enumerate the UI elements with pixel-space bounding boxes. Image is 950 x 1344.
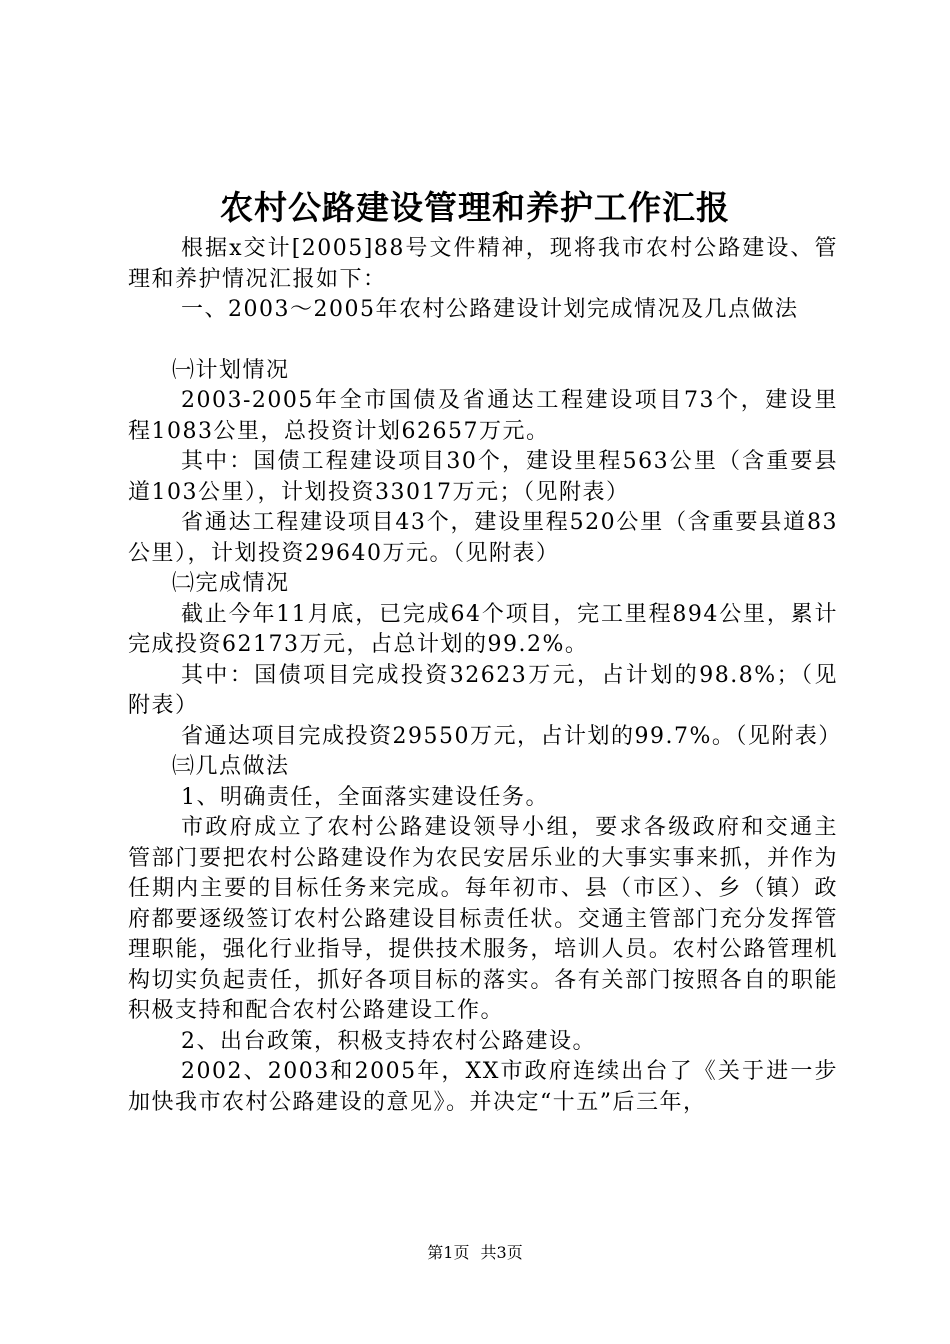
paragraph-completion-provincial: 省通达项目完成投资29550万元，占计划的99.7%。（见附表）: [181, 723, 842, 749]
subsection-heading-completion: ㈡完成情况: [172, 571, 290, 596]
section-heading-1: 一、2003～2005年农村公路建设计划完成情况及几点做法: [181, 297, 799, 322]
paragraph-intro: 根据x交计[2005]88号文件精神，现将我市农村公路建设、管理和养护情况汇报如下：: [128, 236, 838, 292]
document-title: 农村公路建设管理和养护工作汇报: [220, 188, 730, 227]
paragraph-plan-national: 其中：国债工程建设项目30个，建设里程563公里（含重要县道103公里），计划投资33017万元；（见附表）: [128, 449, 838, 505]
page-total: 共3页: [480, 1243, 523, 1262]
document-body: [128, 234, 842, 1118]
practice-heading-1: 1、明确责任，全面落实建设任务。: [181, 784, 549, 810]
paragraph-completion-total: 截止今年11月底，已完成64个项目，完工里程894公里，累计完成投资62173万元，占总计划的99.2%。: [128, 601, 838, 657]
paragraph-practice-1: 市政府成立了农村公路建设领导小组，要求各级政府和交通主管部门要把农村公路建设作为农民安居乐业的大事实事来抓，并作为任期内主要的目标任务来完成。每年初市、县（市区）、乡（镇）政府都要逐级签订农村公路建设目标责任状。交通主管部门充分发挥管理职能，强化行业指导，提供技术服务，培训人员。农村公路管理机构切实负起责任，抓好各项目标的落实。各有关部门按照各自的职能积极支持和配合农村公路建设工作。: [128, 815, 838, 1023]
paragraph-plan-provincial: 省通达工程建设项目43个，建设里程520公里（含重要县道83公里），计划投资29640万元。（见附表）: [128, 510, 838, 566]
paragraph-plan-total: 2003-2005年全市国债及省通达工程建设项目73个，建设里程1083公里，总投资计划62657万元。: [128, 388, 838, 444]
subsection-heading-plan: ㈠计划情况: [172, 357, 290, 383]
page-footer: [0, 1241, 950, 1265]
paragraph-completion-national: 其中：国债项目完成投资32623万元，占计划的98.8%；（见附表）: [128, 662, 838, 718]
paragraph-practice-2: 2002、2003和2005年，XX市政府连续出台了《关于进一步加快我市农村公路建设的意见》。并决定“十五”后三年，: [128, 1059, 838, 1115]
subsection-heading-practices: ㈢几点做法: [172, 754, 290, 779]
practice-heading-2: 2、出台政策，积极支持农村公路建设。: [181, 1028, 596, 1054]
page-number: 第1页: [427, 1243, 470, 1262]
